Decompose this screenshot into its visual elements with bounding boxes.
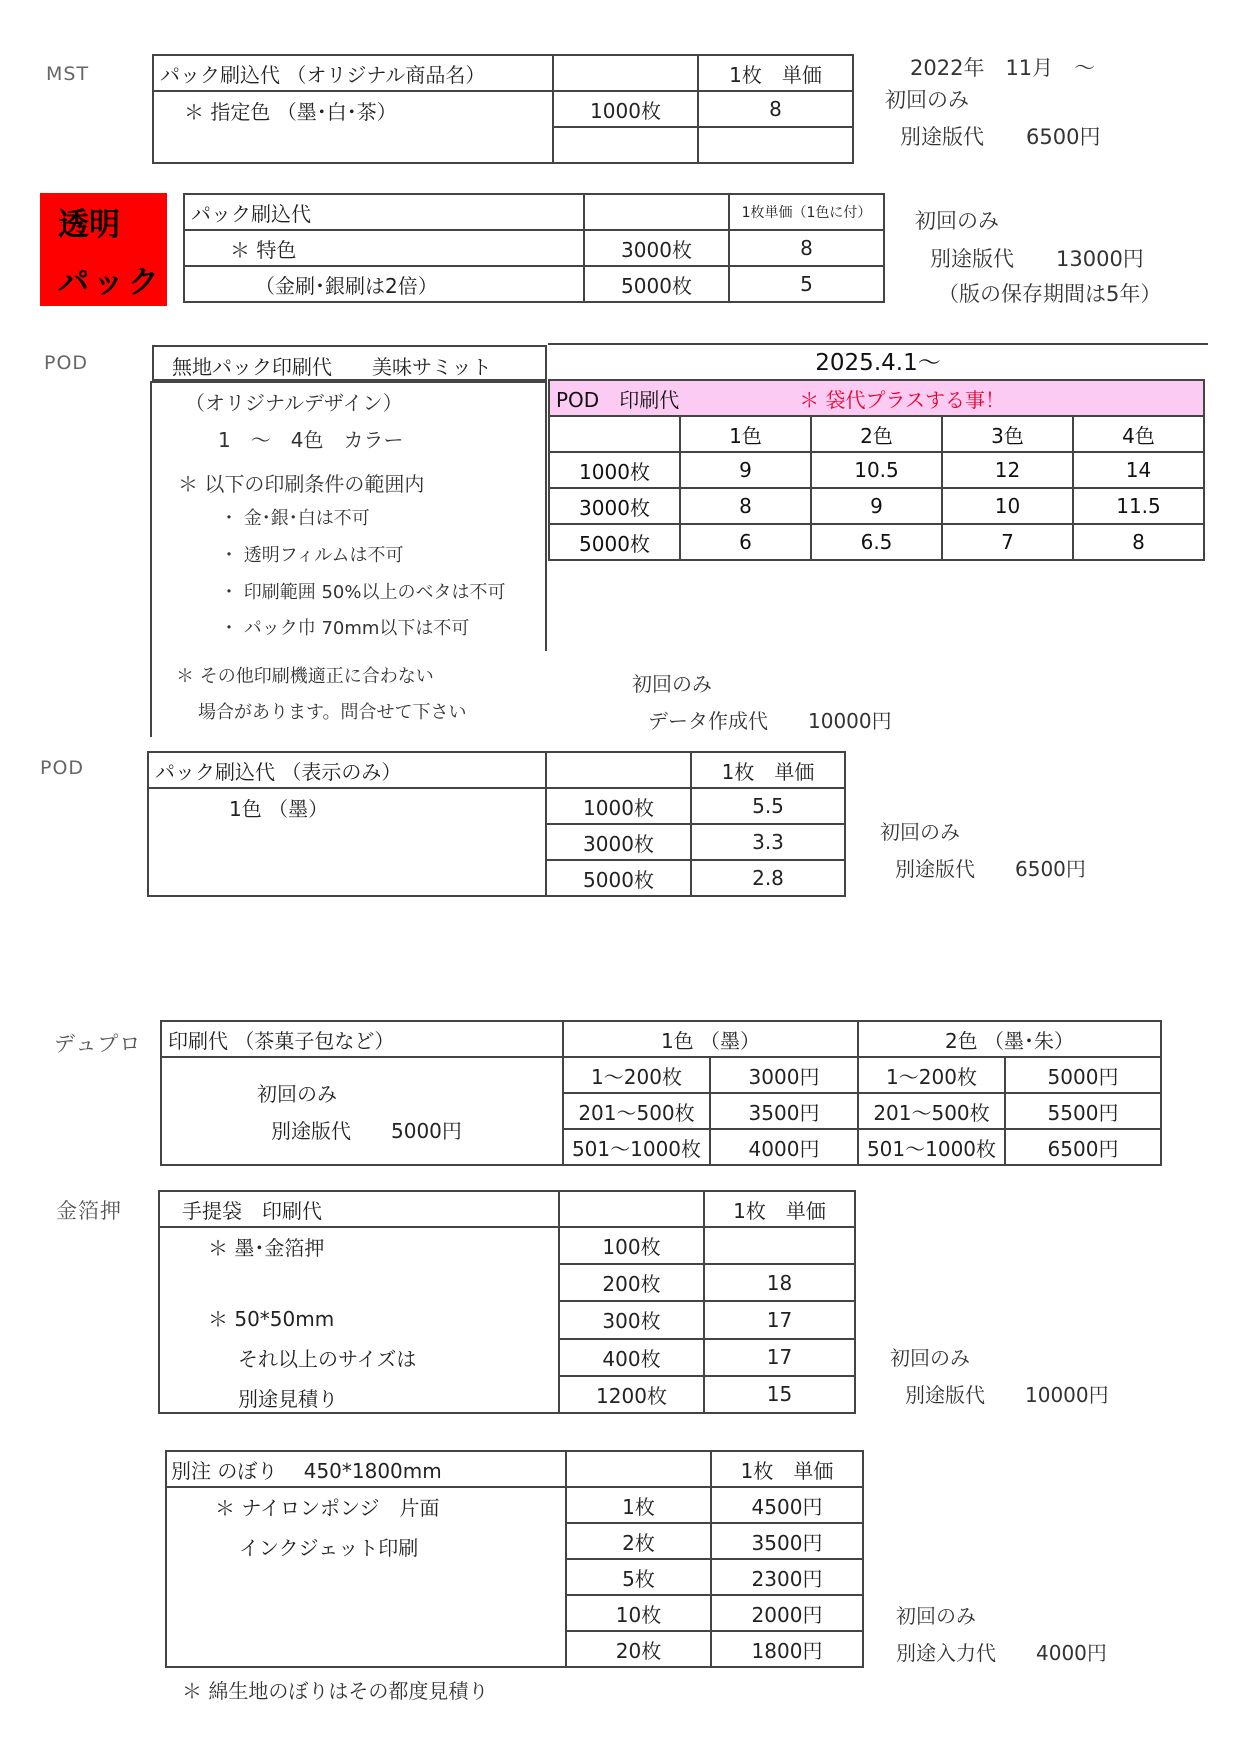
pod-left-rule [150, 381, 152, 737]
pod-desc-line: ・ パック巾 70mm以下は不可 [220, 618, 470, 639]
pod-mid-rule [545, 381, 547, 651]
duplo-col2-header: 2色 （墨･朱） [858, 1021, 1161, 1057]
duplo-price-cell: 3000円 [710, 1057, 858, 1093]
pod-desc-line: ＊ 以下の印刷条件の範囲内 [178, 472, 425, 496]
pod-qty-cell: 5000枚 [549, 524, 680, 560]
foil-desc-line: ＊ 墨･金箔押 [208, 1236, 325, 1260]
clear-price-cell: 8 [729, 230, 884, 266]
nobori-desc1: ＊ ナイロンポンジ 片面 [215, 1496, 440, 1520]
foil-unit-header: 1枚 単価 [704, 1191, 855, 1227]
mst-unit-header: 1枚 単価 [698, 55, 853, 91]
pod-price-cell: 8 [1073, 524, 1204, 560]
pod-corner-cell [549, 416, 680, 452]
pod-price-table [548, 379, 1205, 561]
pod-price-cell: 6 [680, 524, 811, 560]
duplo-title: 印刷代 （茶菓子包など） [161, 1021, 563, 1057]
pod-desc-line: （オリジナルデザイン） [185, 391, 403, 415]
nobori-qty-cell: 2枚 [566, 1523, 711, 1559]
foil-price-cell: 17 [704, 1339, 855, 1376]
nobori-qty-cell: 5枚 [566, 1559, 711, 1595]
nobori-price-cell: 4500円 [711, 1487, 863, 1523]
nobori-desc [166, 1487, 566, 1667]
pod-desc-line: ・ 印刷範囲 50%以上のベタは不可 [220, 582, 506, 603]
duplo-range-cell: 201～500枚 [563, 1093, 710, 1129]
clear-badge-line2: パック [58, 265, 163, 301]
duplo-desc [161, 1057, 563, 1165]
duplo-desc1: 初回のみ [257, 1082, 337, 1106]
section-label-foil: 金箔押 [56, 1199, 122, 1223]
pod-col-header: 4色 [1073, 416, 1204, 452]
mst-note-plate: 別途版代 6500円 [900, 125, 1101, 149]
nobori-price-cell: 2300円 [711, 1559, 863, 1595]
clear-price-cell: 5 [729, 266, 884, 302]
clear-qty-cell: 5000枚 [584, 266, 729, 302]
nobori-blank-header [566, 1451, 711, 1487]
clear-title: パック刷込代 [184, 194, 584, 230]
clear-badge-line1: 透明 [58, 207, 120, 243]
foil-price-cell: 18 [704, 1264, 855, 1301]
nobori-qty-cell: 10枚 [566, 1595, 711, 1631]
pod-qty-cell: 3000枚 [549, 488, 680, 524]
pod-header-right: ＊ 袋代プラスする事！ [799, 387, 1005, 412]
pod-qty-cell: 1000枚 [549, 452, 680, 488]
nobori-price-cell: 1800円 [711, 1631, 863, 1667]
mst-blank-header [553, 55, 698, 91]
pod-price-cell: 9 [680, 452, 811, 488]
clear-pack-badge [40, 193, 167, 306]
foil-qty-cell: 1200枚 [559, 1376, 704, 1413]
pod-title: 無地パック印刷代 美味サミット [152, 345, 547, 381]
pod-desc-line: ・ 金･銀･白は不可 [220, 508, 370, 529]
mst-table [152, 54, 854, 164]
foil-blank-header [559, 1191, 704, 1227]
foil-price-cell [704, 1227, 855, 1264]
duplo-desc2: 別途版代 5000円 [271, 1119, 462, 1143]
pod-col-header: 3色 [942, 416, 1073, 452]
duplo-price-cell: 5000円 [1005, 1057, 1161, 1093]
pod-desc-line: 場合があります。問合せて下さい [198, 702, 467, 723]
clear-note-keep: （版の保存期間は5年） [938, 282, 1162, 306]
pod2-blank-header [546, 752, 691, 788]
nobori-qty-cell: 1枚 [566, 1487, 711, 1523]
pod2-qty-cell: 5000枚 [546, 860, 691, 896]
pod-price-cell: 7 [942, 524, 1073, 560]
nobori-unit-header: 1枚 単価 [711, 1451, 863, 1487]
pod-price-cell: 9 [811, 488, 942, 524]
duplo-range-cell: 201～500枚 [858, 1093, 1005, 1129]
pod2-price-cell: 2.8 [691, 860, 845, 896]
foil-title: 手提袋 印刷代 [159, 1191, 559, 1227]
foil-desc-line: 別途見積り [238, 1387, 338, 1411]
clear-note-plate: 別途版代 13000円 [930, 247, 1144, 271]
pod-price-cell: 14 [1073, 452, 1204, 488]
pod-price-cell: 10 [942, 488, 1073, 524]
mst-note-date: 2022年 11月 ～ [910, 56, 1096, 80]
mst-title: パック刷込代 （オリジナル商品名） [153, 55, 553, 91]
pod-note-data: データ作成代 10000円 [648, 709, 892, 733]
foil-price-cell: 15 [704, 1376, 855, 1413]
pod-col-header: 1色 [680, 416, 811, 452]
duplo-range-cell: 501～1000枚 [858, 1129, 1005, 1165]
pod-desc-line: ・ 透明フィルムは不可 [220, 545, 404, 566]
duplo-price-cell: 4000円 [710, 1129, 858, 1165]
pod2-qty-cell: 1000枚 [546, 788, 691, 824]
pod-price-cell: 6.5 [811, 524, 942, 560]
pod2-desc: 1色 （墨） [148, 788, 546, 896]
foil-qty-cell: 200枚 [559, 1264, 704, 1301]
pod-desc-line: 1 ～ 4色 カラー [218, 428, 404, 452]
pod-price-cell: 12 [942, 452, 1073, 488]
foil-note-first: 初回のみ [890, 1346, 970, 1370]
pod-price-cell: 10.5 [811, 452, 942, 488]
nobori-qty-cell: 20枚 [566, 1631, 711, 1667]
mst-empty-cell [698, 127, 853, 163]
nobori-title: 別注 のぼり 450*1800mm [166, 1451, 566, 1487]
pod2-title: パック刷込代 （表示のみ） [148, 752, 546, 788]
pod-date: 2025.4.1～ [815, 350, 941, 376]
foil-qty-cell: 100枚 [559, 1227, 704, 1264]
pod-title-rule [150, 381, 547, 383]
clear-table [183, 193, 885, 303]
section-label-pod2: POD [40, 757, 85, 779]
mst-desc: ＊ 指定色 （墨･白･茶） [153, 91, 553, 163]
nobori-price-cell: 2000円 [711, 1595, 863, 1631]
pod-header-row [549, 380, 1204, 416]
clear-desc1: ＊ 特色 [184, 230, 584, 266]
mst-qty-cell: 1000枚 [553, 91, 698, 127]
nobori-footnote: ＊ 綿生地のぼりはその都度見積り [182, 1679, 489, 1703]
foil-desc-line: ＊ 50*50mm [208, 1307, 335, 1331]
nobori-table [165, 1450, 864, 1668]
clear-unit-header: 1枚単価（1色に付） [729, 194, 884, 230]
mst-note-first: 初回のみ [885, 88, 969, 112]
duplo-range-cell: 1～200枚 [563, 1057, 710, 1093]
foil-note-plate: 別途版代 10000円 [905, 1383, 1109, 1407]
foil-qty-cell: 300枚 [559, 1301, 704, 1338]
pod-note-first: 初回のみ [632, 672, 712, 696]
foil-price-cell: 17 [704, 1301, 855, 1338]
pod-header-left: POD 印刷代 [556, 387, 680, 412]
mst-empty-cell [553, 127, 698, 163]
nobori-note-input: 別途入力代 4000円 [896, 1641, 1107, 1665]
foil-table [158, 1190, 856, 1414]
clear-desc2: （金刷･銀刷は2倍） [184, 266, 584, 302]
clear-qty-cell: 3000枚 [584, 230, 729, 266]
pod2-price-cell: 3.3 [691, 824, 845, 860]
nobori-desc2: インクジェット印刷 [239, 1536, 419, 1560]
clear-note-first: 初回のみ [915, 209, 999, 233]
duplo-price-cell: 3500円 [710, 1093, 858, 1129]
nobori-price-cell: 3500円 [711, 1523, 863, 1559]
pod-price-cell: 11.5 [1073, 488, 1204, 524]
clear-blank-header [584, 194, 729, 230]
duplo-range-cell: 501～1000枚 [563, 1129, 710, 1165]
section-label-mst: MST [46, 63, 90, 85]
duplo-price-cell: 6500円 [1005, 1129, 1161, 1165]
foil-desc [159, 1227, 559, 1413]
nobori-note-first: 初回のみ [896, 1604, 976, 1628]
pod-col-header: 2色 [811, 416, 942, 452]
pod-price-cell: 8 [680, 488, 811, 524]
duplo-table [160, 1020, 1162, 1166]
section-label-pod: POD [44, 352, 89, 374]
pod2-note-plate: 別途版代 6500円 [895, 857, 1086, 881]
pod2-price-cell: 5.5 [691, 788, 845, 824]
pod2-note-first: 初回のみ [880, 820, 960, 844]
foil-desc-line: それ以上のサイズは [238, 1347, 417, 1371]
pod2-unit-header: 1枚 単価 [691, 752, 845, 788]
duplo-col1-header: 1色 （墨） [563, 1021, 858, 1057]
section-label-duplo: デュプロ [54, 1032, 142, 1056]
pod2-table [147, 751, 846, 897]
mst-price-cell: 8 [698, 91, 853, 127]
foil-qty-cell: 400枚 [559, 1339, 704, 1376]
duplo-range-cell: 1～200枚 [858, 1057, 1005, 1093]
duplo-price-cell: 5500円 [1005, 1093, 1161, 1129]
pod2-qty-cell: 3000枚 [546, 824, 691, 860]
pod-desc-line: ＊ その他印刷機適正に合わない [176, 666, 434, 687]
